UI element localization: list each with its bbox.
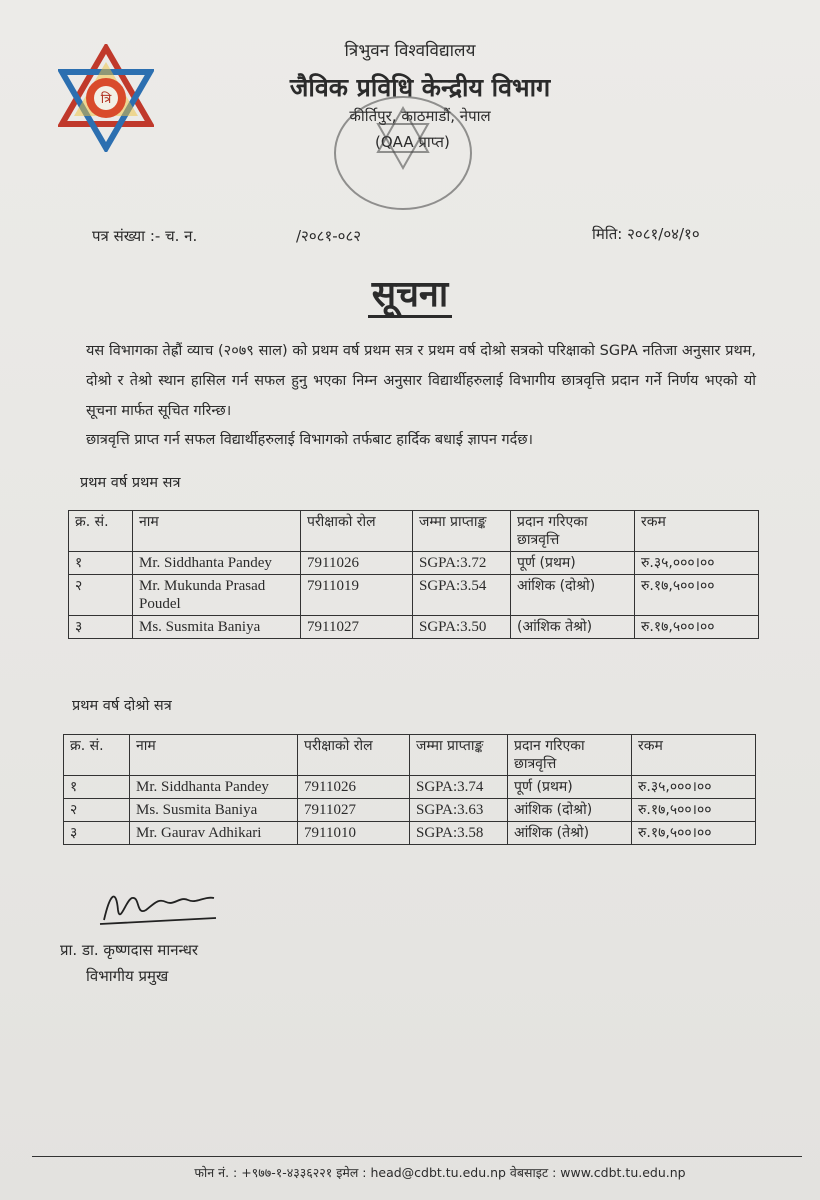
footer-divider xyxy=(32,1156,802,1157)
column-header: जम्मा प्राप्ताङ्क xyxy=(413,511,511,552)
accreditation: (QAA प्राप्त) xyxy=(375,133,450,151)
roll-cell: 7911026 xyxy=(298,776,410,799)
roll-cell: 7911027 xyxy=(298,799,410,822)
score-cell: SGPA:3.63 xyxy=(410,799,508,822)
name-cell: Mr. Siddhanta Pandey xyxy=(133,552,301,575)
section-title-second-semester: प्रथम वर्ष दोश्रो सत्र xyxy=(72,698,172,714)
table-row xyxy=(69,616,759,639)
serial-cell: २ xyxy=(64,799,130,822)
table-row xyxy=(64,822,756,845)
column-header: नाम xyxy=(133,511,301,552)
scholarship-cell: पूर्ण (प्रथम) xyxy=(508,776,632,799)
amount-cell: रु.१७,५००।०० xyxy=(635,575,759,616)
amount-cell: रु.१७,५००।०० xyxy=(635,616,759,639)
table-row xyxy=(64,799,756,822)
signatory-name: प्रा. डा. कृष्णदास मानन्धर xyxy=(60,941,199,959)
department-stamp xyxy=(328,88,478,218)
footer-contact: फोन नं. : +९७७-१-४३३६२२१ इमेल : head@cdbt.tu.edu.np वेबसाइट : www.cdbt.tu.edu.np xyxy=(194,1165,686,1180)
column-header: जम्मा प्राप्ताङ्क xyxy=(410,735,508,776)
scholarship-table-first-semester xyxy=(68,510,759,639)
table-row xyxy=(64,776,756,799)
column-header: रकम xyxy=(632,735,756,776)
svg-text:त्रि: त्रि xyxy=(100,92,112,107)
column-header: क्र. सं. xyxy=(69,511,133,552)
column-header: नाम xyxy=(130,735,298,776)
roll-cell: 7911027 xyxy=(301,616,413,639)
scholarship-cell: (आंशिक तेश्रो) xyxy=(511,616,635,639)
serial-cell: ३ xyxy=(69,616,133,639)
name-cell: Mr. Siddhanta Pandey xyxy=(130,776,298,799)
department-address: कीर्तिपुर, काठमाडौं, नेपाल xyxy=(349,107,491,125)
amount-cell: रु.३५,०००।०० xyxy=(635,552,759,575)
serial-cell: २ xyxy=(69,575,133,616)
serial-cell: १ xyxy=(64,776,130,799)
reference-number: /२०८१-०८२ xyxy=(296,227,362,245)
notice-paragraph: यस विभागका तेह्रौं व्याच (२०७९ साल) को प्रथम वर्ष प्रथम सत्र र प्रथम वर्ष दोश्रो सत्रको परिक्षाको SGPA नतिजा अनुसार प्रथम, दोश्रो र तेश्रो स्थान हासिल गर्न सफल हुनु भएका निम्न अनुसार विद्यार्थीहरुलाई विभागीय छात्रवृत्ति प्रदान गर्ने निर्णय भएको यो सूचना मार्फत सूचित गरिन्छ। xyxy=(86,343,756,419)
score-cell: SGPA:3.72 xyxy=(413,552,511,575)
table-row xyxy=(69,575,759,616)
reference-number-label: पत्र संख्या :- च. न. xyxy=(92,227,198,245)
table-row xyxy=(69,552,759,575)
column-header: रकम xyxy=(635,511,759,552)
scholarship-cell: आंशिक (दोश्रो) xyxy=(508,799,632,822)
signatory-title: विभागीय प्रमुख xyxy=(86,967,169,985)
signature xyxy=(96,880,236,930)
amount-cell: रु.१७,५००।०० xyxy=(632,799,756,822)
name-cell: Mr. Gaurav Adhikari xyxy=(130,822,298,845)
section-title-first-semester: प्रथम वर्ष प्रथम सत्र xyxy=(80,475,181,491)
issue-date: मिति: २०८१/०४/१० xyxy=(592,225,700,243)
score-cell: SGPA:3.54 xyxy=(413,575,511,616)
column-header: क्र. सं. xyxy=(64,735,130,776)
score-cell: SGPA:3.58 xyxy=(410,822,508,845)
name-cell: Mr. Mukunda Prasad Poudel xyxy=(133,575,301,616)
amount-cell: रु.१७,५००।०० xyxy=(632,822,756,845)
scholarship-table-second-semester xyxy=(63,734,756,845)
serial-cell: १ xyxy=(69,552,133,575)
notice-title xyxy=(0,268,820,317)
column-header: परीक्षाको रोल xyxy=(301,511,413,552)
scholarship-cell: पूर्ण (प्रथम) xyxy=(511,552,635,575)
notice-title-text: सूचना xyxy=(368,274,453,318)
roll-cell: 7911026 xyxy=(301,552,413,575)
table-header-row xyxy=(64,735,756,776)
column-header: परीक्षाको रोल xyxy=(298,735,410,776)
column-header: प्रदान गरिएका छात्रवृत्ति xyxy=(511,511,635,552)
score-cell: SGPA:3.74 xyxy=(410,776,508,799)
university-name: त्रिभुवन विश्वविद्यालय xyxy=(344,41,476,61)
scholarship-cell: आंशिक (तेश्रो) xyxy=(508,822,632,845)
score-cell: SGPA:3.50 xyxy=(413,616,511,639)
congratulation-paragraph: छात्रवृत्ति प्राप्त गर्न सफल विद्यार्थीहरुलाई विभागको तर्फबाट हार्दिक बधाई ज्ञापन गर्दछ। xyxy=(86,432,533,448)
roll-cell: 7911019 xyxy=(301,575,413,616)
roll-cell: 7911010 xyxy=(298,822,410,845)
amount-cell: रु.३५,०००।०० xyxy=(632,776,756,799)
scholarship-cell: आंशिक (दोश्रो) xyxy=(511,575,635,616)
column-header: प्रदान गरिएका छात्रवृत्ति xyxy=(508,735,632,776)
name-cell: Ms. Susmita Baniya xyxy=(130,799,298,822)
table-header-row xyxy=(69,511,759,552)
serial-cell: ३ xyxy=(64,822,130,845)
name-cell: Ms. Susmita Baniya xyxy=(133,616,301,639)
department-name: जैविक प्रविधि केन्द्रीय विभाग xyxy=(289,73,551,102)
